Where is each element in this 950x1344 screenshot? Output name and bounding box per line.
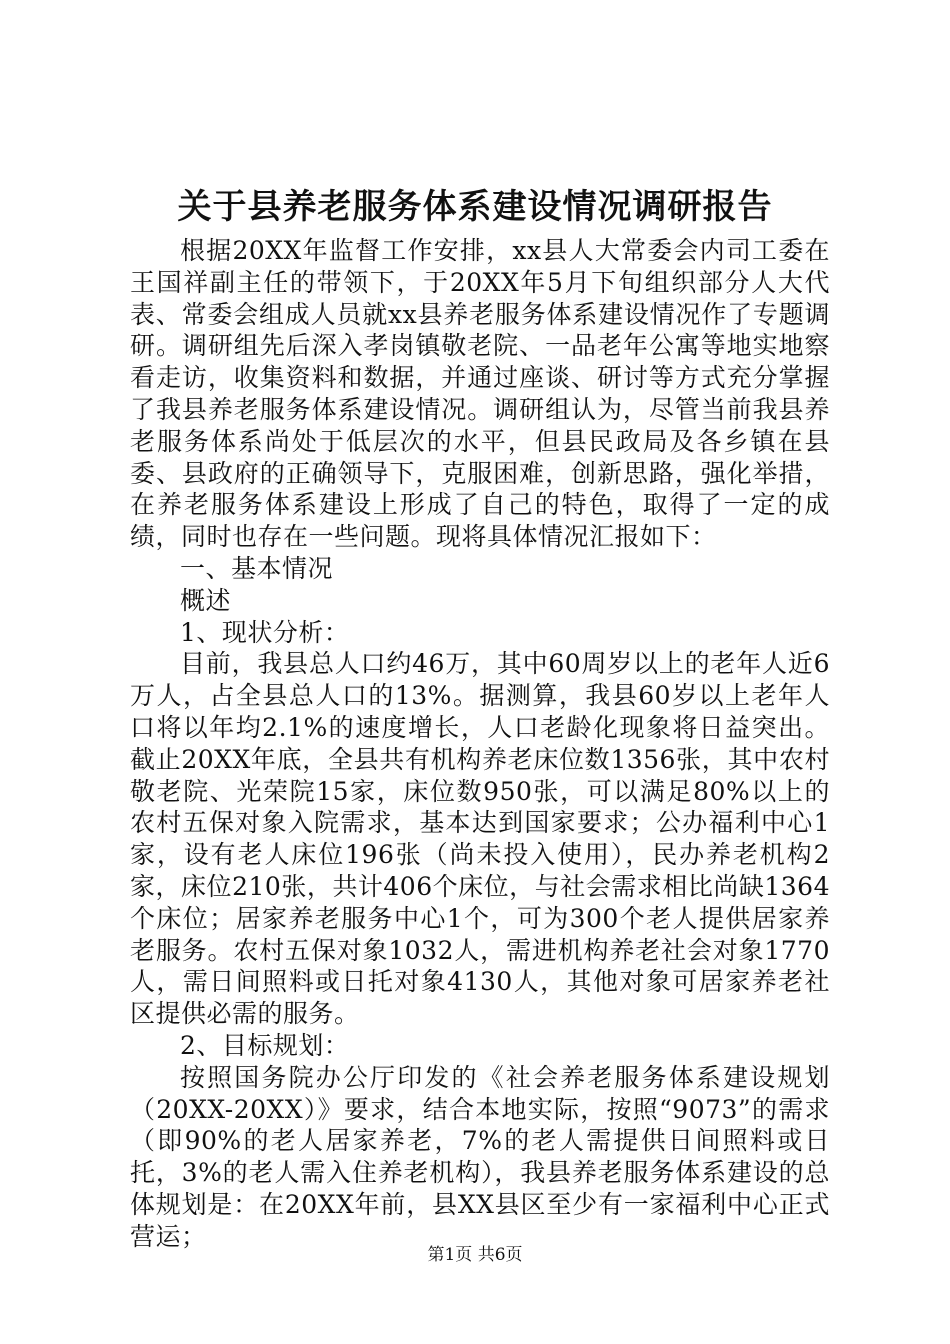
subsection-target-plan: 2、目标规划： bbox=[180, 1030, 350, 1060]
subsection-overview: 概述 bbox=[180, 585, 232, 615]
subsection-status-analysis: 1、现状分析： bbox=[180, 617, 350, 647]
paragraph-intro: 根据20XX年监督工作安排，xx县人大常委会内司工委在王国祥副主任的带领下，于20XX年5月下旬组织部分人大代表、常委会组成人员就xx县养老服务体系建设情况作了专题调研。调研组先后深入孝岗镇敬老院、一品老年公寓等地实地察看走访，收集资料和数据，并通过座谈、研讨等方式充分掌握了我县养老服务体系建设情况。调研组认为，尽管当前我县养老服务体系尚处于低层次的水平，但县民政局及各乡镇在县委、县政府的正确领导下，克服困难，创新思路，强化举措，在养老服务体系建设上形成了自己的特色，取得了一定的成绩，同时也存在一些问题。现将具体情况汇报如下： bbox=[130, 236, 830, 552]
paragraph-status: 目前，我县总人口约46万，其中60周岁以上的老年人近6万人，占全县总人口的13%。据测算，我县60岁以上老年人口将以年均2.1%的速度增长，人口老龄化现象将日益突出。截止20XX年底，全县共有机构养老床位数1356张，其中农村敬老院、光荣院15家，床位数950张，可以满足80%以上的农村五保对象入院需求，基本达到国家要求；公办福利中心1家，设有老人床位196张（尚未投入使用），民办养老机构2家，床位210张，共计406个床位，与社会需求相比尚缺1364个床位；居家养老服务中心1个，可为300个老人提供居家养老服务。农村五保对象1032人，需进机构养老社会对象1770人，需日间照料或日托对象4130人，其他对象可居家养老社区提供必需的服务。 bbox=[130, 649, 830, 1029]
page-number: 第1页 共6页 bbox=[427, 1245, 523, 1265]
paragraph-plan: 按照国务院办公厅印发的《社会养老服务体系建设规划（20XX-20XX）》要求，结合本地实际，按照“9073”的需求（即90%的老人居家养老，7%的老人需提供日间照料或日托，3%的老人需入住养老机构），我县养老服务体系建设的总体规划是：在20XX年前，县XX县区至少有一家福利中心正式营运； bbox=[130, 1062, 830, 1251]
document-title: 关于县养老服务体系建设情况调研报告 bbox=[177, 187, 773, 227]
document-body bbox=[130, 235, 830, 1253]
section-heading-basic: 一、基本情况 bbox=[180, 553, 334, 583]
